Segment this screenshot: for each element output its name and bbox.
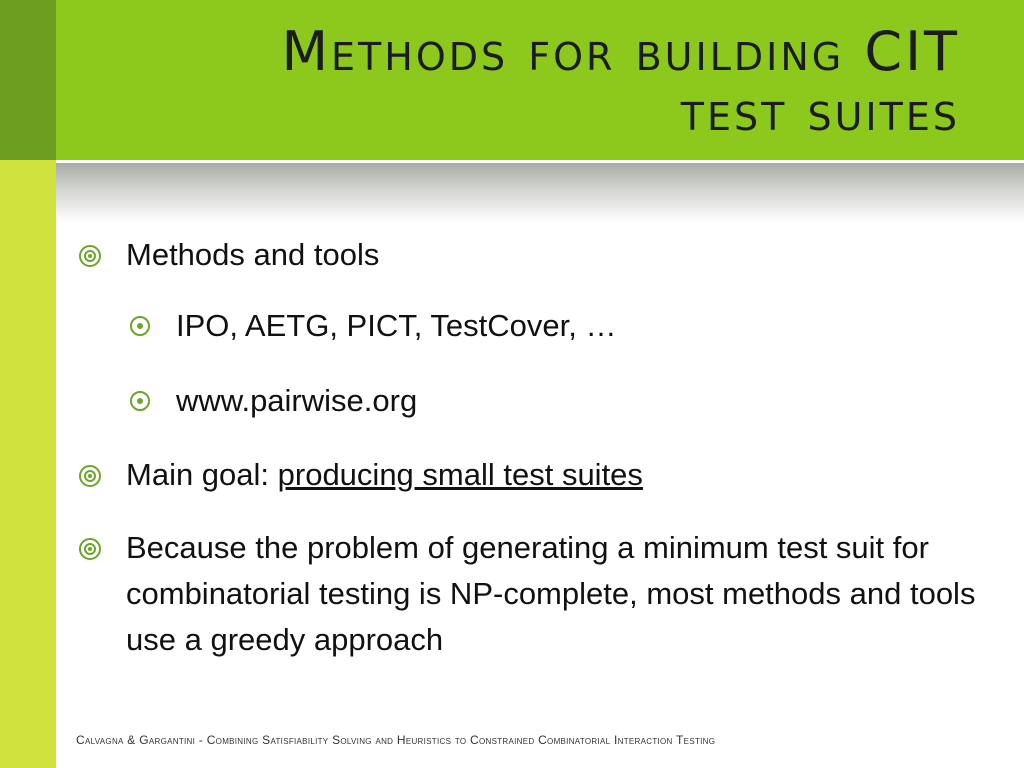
main-goal-label: Main goal: bbox=[126, 457, 278, 492]
main-goal-emphasis: producing small test suites bbox=[277, 457, 643, 492]
sub-bullet-tools-list: IPO, AETG, PICT, TestCover, … bbox=[176, 308, 617, 343]
concentric-circles-bullet-icon bbox=[79, 538, 101, 560]
concentric-circles-bullet-icon bbox=[79, 465, 101, 487]
dot-in-circle-bullet-icon bbox=[130, 316, 150, 336]
sub-bullet-website: www.pairwise.org bbox=[176, 383, 418, 418]
bullet-main-goal bbox=[126, 452, 986, 498]
concentric-circles-bullet-icon bbox=[79, 245, 101, 267]
dot-in-circle-bullet-icon bbox=[130, 391, 150, 411]
slide-title-line-1: Methods for building CIT bbox=[281, 20, 960, 83]
bullet-methods-and-tools: Methods and tools bbox=[126, 237, 380, 272]
slide-title-line-2: test suites bbox=[680, 80, 960, 143]
bullet-np-complete-explanation: Because the problem of generating a minimum test suit for combinatorial testing is NP-complete, most methods and tools use a greedy approach bbox=[126, 530, 976, 657]
slide-footer: Calvagna & Gargantini - Combining Satisfiability Solving and Heuristics to Constrained Combinatorial Interaction Testing bbox=[76, 733, 716, 747]
